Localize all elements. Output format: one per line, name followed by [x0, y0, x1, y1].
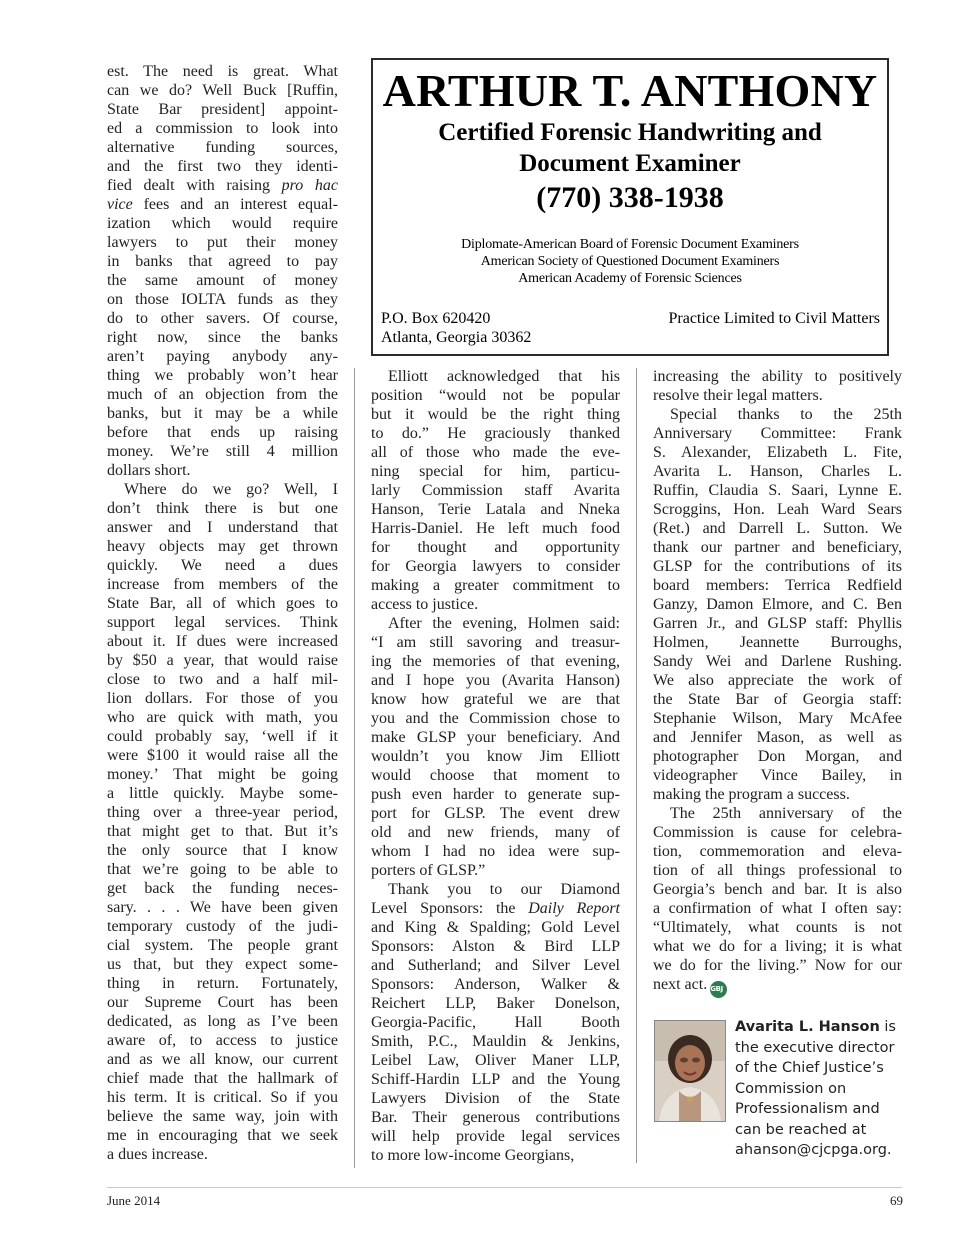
text-line: Garren Jr., and GLSP staff: Phyllis: [653, 615, 902, 632]
article-paragraph: [107, 480, 338, 1164]
text-line: Bar. Their generous contributions: [371, 1109, 620, 1126]
text-line: videographer Vince Bailey, in: [653, 767, 902, 784]
text-line: cial system. The people grant: [107, 937, 338, 954]
ad-credential: American Academy of Forensic Sciences: [518, 271, 742, 286]
text-line: aware of, to access to justice: [107, 1032, 338, 1049]
author-photo: [654, 1020, 726, 1122]
text-line: heavy objects may get thrown: [107, 538, 338, 555]
column-divider: [354, 368, 355, 1168]
text-line: position “would not be popular: [371, 387, 620, 404]
text-line: Reichert LLP, Baker Donelson,: [371, 995, 620, 1012]
ad-phone-number: (770) 338-1938: [536, 181, 724, 214]
text-line: increasing the ability to positively: [653, 368, 902, 385]
author-bio-line: can be reached at: [735, 1121, 867, 1138]
text-line: access to justice.: [371, 596, 479, 613]
text-line: old and new friends, many of: [371, 824, 620, 841]
text-line: on those IOLTA funds as they: [107, 291, 338, 308]
text-line: would choose that moment to: [371, 767, 620, 784]
ad-practice-note: Practice Limited to Civil Matters: [668, 310, 880, 327]
text-line: Special thanks to the 25th: [670, 406, 902, 423]
text-line: increase from members of the: [107, 576, 338, 593]
text-line: resolve their legal matters.: [653, 387, 823, 404]
text-line: right now, since the banks: [107, 329, 338, 346]
text-line: money.’ That might be going: [107, 766, 338, 783]
text-line: ization which would require: [107, 215, 338, 232]
text-line: Elliott acknowledged that his: [388, 368, 620, 385]
text-line: about it. If dues were increased: [107, 633, 338, 650]
text-line: for thought and opportunity: [371, 539, 620, 556]
text-line: to do.” He graciously thanked: [371, 425, 620, 442]
text-line: Smith, P.C., Mauldin & Jenkins,: [371, 1033, 620, 1050]
ad-credential: Diplomate-American Board of Forensic Document Examiners: [461, 237, 799, 252]
article-paragraph: [653, 804, 902, 998]
text-line: ed a commission to look into: [107, 120, 338, 137]
text-line: Lawyers Division of the State: [371, 1090, 620, 1107]
article-paragraph: [653, 367, 902, 405]
text-line: Georgia’s bench and bar. It is also: [653, 881, 902, 898]
text-line: us that, but they expect some-: [107, 956, 338, 973]
ad-title-line: Certified Forensic Handwriting and: [438, 119, 822, 146]
text-line: board members: Terrica Redfield: [653, 577, 902, 594]
text-line: push even harder to generate sup-: [371, 786, 620, 803]
text-line: who are quick with math, you: [107, 709, 338, 726]
text-line: all of those who made the eve-: [371, 444, 620, 461]
text-line: in banks that agreed to pay: [107, 253, 338, 270]
text-line: Commission is cause for celebra-: [653, 824, 902, 841]
text-line: tion, commemoration and eleva-: [653, 843, 902, 860]
ad-city-state: Atlanta, Georgia 30362: [381, 329, 532, 346]
text-line: Stephanie Wilson, Mary McAfee: [653, 710, 902, 727]
text-line: Thank you to our Diamond: [388, 881, 620, 898]
gbj-end-mark-icon: GBJ: [710, 981, 727, 998]
text-line: believe the same way, join with: [107, 1108, 338, 1125]
text-line: Level Sponsors: the Daily Report: [371, 900, 620, 917]
text-line: before that ends up raising: [107, 424, 338, 441]
text-line: know how grateful we are that: [371, 691, 620, 708]
text-line: much of an objection from the: [107, 386, 338, 403]
text-line: temporary custody of the judi-: [107, 918, 338, 935]
author-bio-line: Commission on: [735, 1080, 847, 1097]
text-line: what we do for a living; it is what: [653, 938, 902, 955]
text-line: will help provide legal services: [371, 1128, 620, 1145]
text-line: whom I had no idea were sup-: [371, 843, 620, 860]
text-line: were $100 it would raise all the: [107, 747, 338, 764]
text-line: Sandy Wei and Darlene Rushing.: [653, 653, 902, 670]
text-line: quickly. We need a dues: [107, 557, 338, 574]
text-line: larly Commission staff Avarita: [371, 482, 620, 499]
text-line: support legal services. Think: [107, 614, 338, 631]
text-line: thing in return. Fortunately,: [107, 975, 338, 992]
text-line: and Jennifer Mason, as well as: [653, 729, 902, 746]
text-line: but it would be the right thing: [371, 406, 620, 423]
text-line: can we do? Well Buck [Ruffin,: [107, 82, 338, 99]
text-line: thing we probably won’t hear: [107, 367, 338, 384]
text-line: GLSP for the contributions of its: [653, 558, 902, 575]
text-line: Avarita L. Hanson, Charles L.: [653, 463, 902, 480]
text-line: his term. It is critical. So if you: [107, 1089, 338, 1106]
text-line: do to other savers. Of course,: [107, 310, 338, 327]
text-line: We also appreciate the work of: [653, 672, 902, 689]
advertisement-box: [371, 58, 889, 356]
text-line: fied dealt with raising pro hac: [107, 177, 339, 194]
text-line: tion of all things professional to: [653, 862, 902, 879]
ad-title-line: Document Examiner: [519, 150, 741, 177]
text-line: we do for the living.” Now for our: [653, 957, 902, 974]
column-divider: [636, 368, 637, 1163]
text-line: dollars short.: [107, 462, 191, 479]
text-line: answer and I understand that: [107, 519, 338, 536]
text-line: Ruffin, Claudia S. Saari, Lynne E.: [653, 482, 902, 499]
article-paragraph: [371, 880, 620, 1165]
text-line: close to two and a half mil-: [107, 671, 338, 688]
text-line: and I hope you (Avarita Hanson): [371, 672, 620, 689]
text-line: and as we all know, our current: [107, 1051, 338, 1068]
text-line: a confirmation of what I often say:: [653, 900, 902, 917]
text-line: porters of GLSP.”: [371, 862, 486, 879]
text-line: our Supreme Court has been: [107, 994, 338, 1011]
text-line: make GLSP your beneficiary. And: [371, 729, 620, 746]
text-line: The 25th anniversary of the: [670, 805, 902, 822]
text-line: that might get to that. But it’s: [107, 823, 338, 840]
text-line: the only source that I know: [107, 842, 338, 859]
text-line: banks, but it may be a while: [107, 405, 338, 422]
text-line: Scroggins, Hon. Leah Ward Sears: [653, 501, 902, 518]
author-bio-text: is: [879, 1019, 896, 1035]
text-line: Sponsors: Alston & Bird LLP: [371, 938, 620, 955]
ad-credential: American Society of Questioned Document Examiners: [480, 254, 780, 269]
author-email: ahanson@cjcpga.org.: [735, 1142, 892, 1158]
text-line: making the program a success.: [653, 786, 850, 803]
text-line: for Georgia lawyers to consider: [371, 558, 620, 575]
text-line-content: next act.: [653, 976, 708, 993]
text-line: Hanson, Terie Latala and Nneka: [371, 501, 620, 518]
text-line: State Bar president] appoint-: [107, 101, 338, 118]
text-line: a dues increase.: [107, 1146, 208, 1163]
article-paragraph: [371, 614, 620, 880]
text-line: you and the Commission chose to: [371, 710, 620, 727]
text-line: Holmen, Jeannette Burroughs,: [653, 634, 902, 651]
ad-po-box: P.O. Box 620420: [381, 310, 491, 327]
text-line: ing the memories of that evening,: [371, 653, 620, 670]
footer-divider: [107, 1187, 902, 1188]
text-line: me in encouraging that we seek: [107, 1127, 338, 1144]
ad-examiner-name: ARTHUR T. ANTHONY: [382, 65, 878, 116]
text-line: money. We’re still 4 million: [107, 443, 338, 460]
author-portrait-image: [655, 1021, 725, 1121]
text-line: thing over a three-year period,: [107, 804, 338, 821]
text-line: State Bar, all of which goes to: [107, 595, 338, 612]
text-line: “I am still savoring and treasur-: [371, 634, 620, 651]
text-line: and Sutherland; and Silver Level: [371, 957, 620, 974]
text-line: making a greater commitment to: [371, 577, 620, 594]
text-line: the State Bar of Georgia staff:: [653, 691, 902, 708]
text-line: Leibel Law, Oliver Maner LLP,: [371, 1052, 620, 1069]
text-line: Anniversary Committee: Frank: [653, 425, 902, 442]
author-bio: [735, 1017, 905, 1161]
text-line: a little quickly. Maybe some-: [107, 785, 338, 802]
text-line: est. The need is great. What: [107, 63, 338, 80]
article-column-right: [653, 367, 902, 998]
page-number: 69: [890, 1193, 903, 1208]
text-line: wouldn’t you know Jim Elliott: [371, 748, 620, 765]
author-bio-line: of the Chief Justice’s: [735, 1060, 884, 1076]
text-line: alternative funding sources,: [107, 139, 338, 156]
author-bio-line: [735, 1017, 905, 1038]
text-line: ning special for him, particu-: [371, 463, 620, 480]
text-line: [653, 975, 902, 998]
text-line: vice fees and an interest equal-: [107, 196, 338, 213]
article-paragraph: [371, 367, 620, 614]
text-line: (Ret.) and Darrell L. Sutton. We: [653, 520, 902, 537]
text-line: port for GLSP. The event drew: [371, 805, 620, 822]
author-bio-line: the executive director: [735, 1039, 895, 1056]
text-line: chief made that the hallmark of: [107, 1070, 338, 1087]
author-name: Avarita L. Hanson: [735, 1019, 880, 1035]
text-line: the same amount of money: [107, 272, 338, 289]
text-line: thank our partner and beneficiary,: [653, 539, 902, 556]
text-line: photographer Don Morgan, and: [653, 748, 902, 765]
text-line: and King & Spalding; Gold Level: [371, 919, 620, 936]
text-line: don’t think there is but one: [107, 500, 338, 517]
article-column-left: [107, 62, 338, 1164]
text-line: aren’t paying anybody any-: [107, 348, 338, 365]
text-line: get back the funding neces-: [107, 880, 338, 897]
text-line: Harris-Daniel. He left much food: [371, 520, 620, 537]
text-line: After the evening, Holmen said:: [388, 615, 620, 632]
article-column-middle: [371, 367, 620, 1165]
text-line: Ganzy, Damon Elmore, and C. Ben: [653, 596, 902, 613]
text-line: dedicated, as long as I’ve been: [107, 1013, 338, 1030]
text-line: sary. . . . We have been given: [107, 899, 338, 916]
text-line: Sponsors: Anderson, Walker &: [371, 976, 620, 993]
text-line: by $50 a year, that would raise: [107, 652, 338, 669]
text-line: lion dollars. For those of you: [107, 690, 338, 707]
issue-date: June 2014: [107, 1193, 161, 1208]
article-paragraph: [653, 405, 902, 804]
text-line: S. Alexander, Elizabeth L. Fite,: [653, 444, 902, 461]
text-line: Where do we go? Well, I: [124, 481, 338, 498]
text-line: Georgia-Pacific, Hall Booth: [371, 1014, 620, 1031]
text-line: and the first two they identi-: [107, 158, 338, 175]
author-bio-line: Professionalism and: [735, 1101, 880, 1117]
text-line: to more low-income Georgians,: [371, 1147, 575, 1164]
text-line: that we’re going to be able to: [107, 861, 338, 878]
text-line: could probably say, ‘well if it: [107, 728, 338, 745]
text-line: lawyers to put their money: [107, 234, 338, 251]
text-line: “Ultimately, what counts is not: [653, 919, 902, 936]
article-paragraph: [107, 62, 338, 480]
text-line: Schiff-Hardin LLP and the Young: [371, 1071, 620, 1088]
